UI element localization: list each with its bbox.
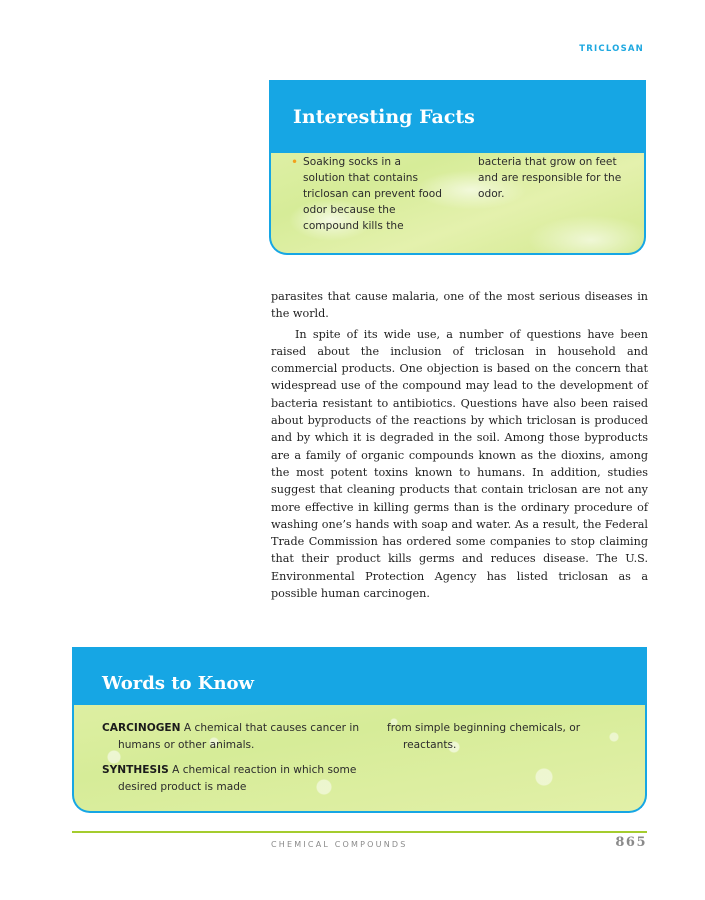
body-paragraph: In spite of its wide use, a number of questions have been raised about the inclusion of triclosan in household and commercial products. One objection is based on the concern that widespread use of the compound may lead to the development of bacteria resistant to antibiotics. Questions have also been raised about byproducts of the reactions by which triclosan is produced and by which it is degraded in the soil. Among those byproducts are a family of organic compounds known as the dioxins, among the most potent toxins known to humans. In addition, studies suggest that cleaning products that contain triclosan are not any more effective in killing germs than is the ordinary procedure of washing one’s hands with soap and water. As a result, the Federal Trade Commission has ordered some companies to stop claiming that their product kills germs and reduces disease. The U.S. Environmental Protection Agency has listed triclosan as a possible human carcinogen. [271, 327, 648, 601]
interesting-facts-header [271, 80, 644, 153]
words-column-left [102, 720, 364, 804]
glossary-entry [102, 762, 364, 795]
words-to-know-header [74, 647, 645, 705]
page-number: 865 [615, 835, 647, 850]
footer-section-label: CHEMICAL COMPOUNDS [271, 840, 408, 849]
body-paragraph: parasites that cause malaria, one of the most serious diseases in the world. [271, 290, 648, 321]
glossary-definition: A chemical that causes cancer in humans or other animals. [118, 722, 360, 751]
words-to-know-title: Words to Know [102, 673, 255, 694]
glossary-term: SYNTHESIS [102, 764, 169, 776]
glossary-definition: A chemical reaction in which some desired product is made [118, 764, 357, 793]
running-head: TRICLOSAN [579, 44, 644, 54]
glossary-entry [102, 720, 364, 753]
words-column-right [387, 720, 627, 762]
article-body [271, 288, 648, 605]
facts-column-right: bacteria that grow on feet and are responsible for the odor. [478, 156, 622, 200]
words-to-know-box [72, 647, 647, 813]
glossary-term: CARCINOGEN [102, 722, 181, 734]
footer-rule [72, 831, 647, 833]
bullet-icon: • [291, 155, 299, 169]
interesting-facts-title: Interesting Facts [293, 106, 475, 128]
interesting-facts-box [269, 80, 646, 255]
glossary-continuation: from simple beginning chemicals, or reactants. [387, 722, 581, 751]
facts-column-left: Soaking socks in a solution that contains triclosan can prevent food odor because the compound kills the [303, 156, 442, 232]
